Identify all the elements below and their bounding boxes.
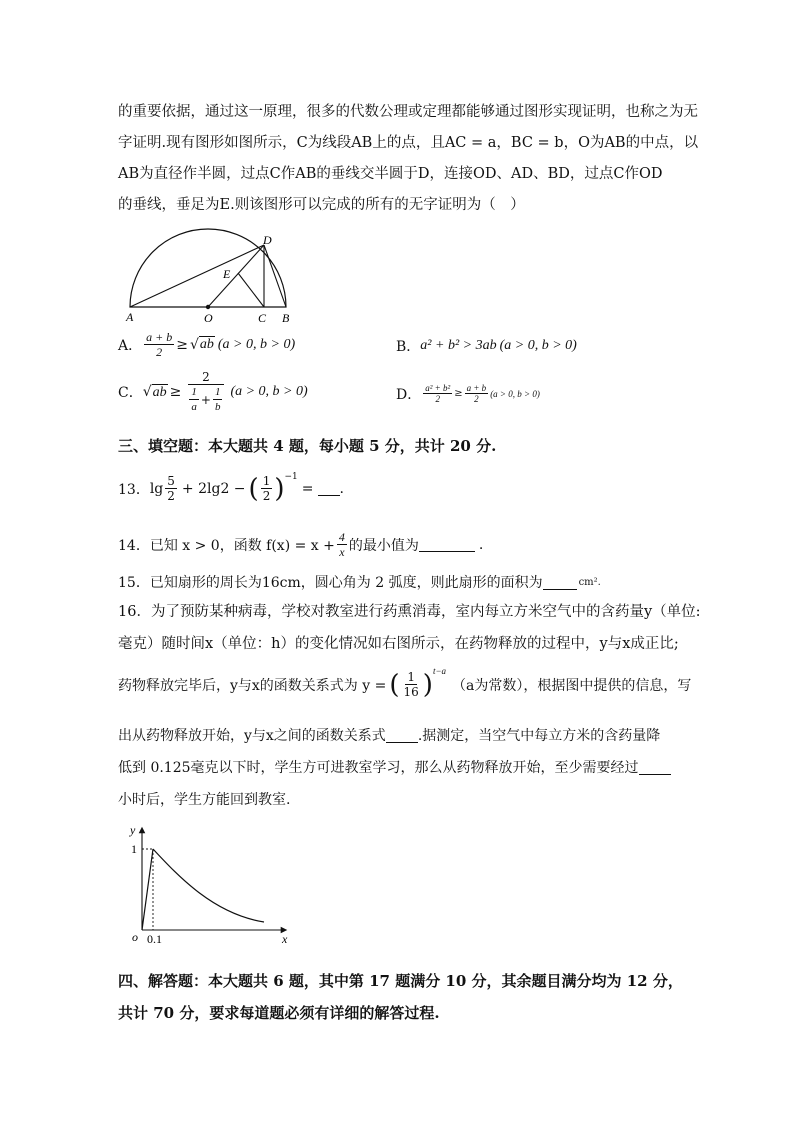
exponent: −1 bbox=[284, 472, 298, 482]
section-4-line: 四、解答题：本大题共 6 题，其中第 17 题满分 10 分，其余题目满分均为 12 分， bbox=[118, 972, 683, 990]
stem-line: 的重要依据，通过这一原理，很多的代数公理或定理都能够通过图形实现证明，也称之为无 bbox=[118, 104, 698, 120]
relation-sign: ≥ bbox=[176, 336, 188, 353]
fraction-numerator: a² + b² bbox=[425, 383, 451, 393]
expression-middle: + 2lg2 − bbox=[181, 480, 246, 497]
question-16-formula-line: 药物释放完毕后，y与x的函数关系式为 y = ( $\frac{1}{16}$ ) t−a （a为常数），根据图中提供的信息，写 bbox=[118, 666, 692, 700]
semicircle-figure bbox=[118, 228, 308, 328]
question-number: 15． bbox=[118, 575, 150, 591]
answer-blank[interactable] bbox=[419, 537, 475, 552]
section-3-heading: 三、填空题：本大题共 4 题，每小题 5 分，共计 20 分. bbox=[118, 437, 497, 455]
rising-segment bbox=[142, 849, 153, 930]
plus-sign: + bbox=[200, 392, 211, 407]
x-axis-label: x bbox=[282, 932, 288, 946]
question-text: 低到 0.125毫克以下时，学生方可进教室学习，那么从药物释放开始，至少需要经过 bbox=[118, 760, 639, 776]
option-c-label: C． bbox=[118, 385, 143, 401]
condition: (a > 0, b > 0) bbox=[499, 338, 577, 353]
question-16-line-6 bbox=[118, 789, 290, 809]
answer-blank[interactable] bbox=[543, 575, 577, 590]
fraction-1-2 bbox=[261, 474, 273, 503]
stem-line: AB为直径作半圆，过点C作AB的垂线交半圆于D，连接OD、AD、BD，过点C作OD bbox=[118, 166, 663, 182]
condition: (a > 0, b > 0) bbox=[217, 336, 296, 352]
fraction-denominator: 16 bbox=[403, 685, 419, 699]
fraction-1-16 bbox=[402, 670, 421, 699]
fraction-numerator: 4 bbox=[338, 530, 345, 544]
option-d bbox=[396, 383, 540, 404]
unit: cm². bbox=[578, 576, 601, 588]
option-b-label: B． bbox=[396, 339, 421, 355]
question-text: 小时后，学生方能回到教室. bbox=[118, 792, 291, 808]
fraction-denominator: 2 bbox=[474, 394, 479, 404]
label-O: O bbox=[204, 311, 213, 325]
question-16-stem bbox=[118, 596, 701, 660]
center-point-O bbox=[206, 305, 210, 309]
answer-blank[interactable] bbox=[639, 760, 671, 775]
section-4-heading bbox=[118, 965, 683, 1029]
section-4-line: 共计 70 分，要求每道题必须有详细的解答过程. bbox=[118, 1004, 440, 1022]
tick-0.1: 0.1 bbox=[147, 932, 162, 946]
segment-CE bbox=[238, 273, 264, 307]
option-c: C． √ ab ≥ 2 $\frac{1}{a}$ + $\frac{1}{b}$ (a > 0, b > 0) bbox=[118, 370, 308, 413]
question-text: 已知扇形的周长为16cm，圆心角为 2 弧度，则此扇形的面积为 bbox=[149, 575, 543, 591]
stem-line: 字证明.现有图形如图所示，C为线段AB上的点，且AC = a，BC = b，O为AB的中点，以 bbox=[118, 135, 699, 151]
fraction-numerator: a + b bbox=[146, 330, 173, 344]
option-a-fraction bbox=[144, 330, 174, 359]
radicand: ab bbox=[152, 384, 167, 400]
answer-blank[interactable] bbox=[318, 481, 340, 496]
option-d-label: D． bbox=[396, 386, 422, 403]
inner-denominator: b bbox=[214, 401, 221, 413]
question-number: 13． bbox=[118, 481, 150, 498]
label-C: C bbox=[258, 311, 267, 325]
question-16-line-4 bbox=[118, 725, 660, 745]
fraction-denominator: 2 bbox=[156, 345, 163, 359]
exponent: t−a bbox=[432, 666, 447, 676]
option-c-fraction bbox=[185, 370, 226, 414]
equals-sign: = bbox=[301, 480, 314, 497]
fraction-denominator: 2 bbox=[167, 489, 175, 503]
stem-line: 的垂线，垂足为E.则该图形可以完成的所有的无字证明为（ ） bbox=[118, 197, 525, 213]
fraction-denominator: 2 bbox=[262, 489, 271, 503]
question-text: 已知 x > 0，函数 f(x) = x + bbox=[149, 537, 335, 554]
relation-sign: ≥ bbox=[454, 388, 463, 399]
tick-1: 1 bbox=[131, 842, 137, 856]
answer-blank[interactable] bbox=[386, 728, 418, 743]
option-a: A． $\frac{a + b}{2}$ ≥ √ ab (a > 0, b > 0) bbox=[118, 330, 296, 359]
question-text: 的最小值为 bbox=[348, 537, 419, 554]
fraction-denominator: 2 bbox=[435, 394, 440, 404]
inner-numerator: 1 bbox=[214, 386, 221, 398]
option-a-label: A． bbox=[118, 337, 143, 354]
relation-sign: ≥ bbox=[169, 384, 182, 400]
segment-BD bbox=[264, 245, 286, 307]
question-14 bbox=[118, 530, 483, 559]
question-number: 14． bbox=[118, 537, 150, 554]
stem-line: 毫克）随时间x（单位：h）的变化情况如右图所示，在药物释放的过程中，y与x成正比; bbox=[118, 636, 679, 652]
period: . bbox=[339, 480, 344, 497]
label-B: B bbox=[282, 311, 290, 325]
question-13: 13． lg $\frac{5}{2}$ + 2lg2 − ( $\frac{1}{2}$ ) −1 = . bbox=[118, 472, 344, 504]
condition: (a > 0, b > 0) bbox=[230, 384, 308, 399]
option-d-fraction-right bbox=[465, 383, 489, 404]
segment-OD bbox=[208, 245, 264, 307]
option-b bbox=[396, 336, 577, 356]
fraction-numerator: 1 bbox=[407, 670, 415, 684]
label-D: D bbox=[263, 233, 272, 247]
fraction-5-2 bbox=[165, 474, 177, 503]
inner-numerator: 1 bbox=[191, 386, 197, 398]
fraction-denominator: x bbox=[339, 545, 345, 559]
decay-curve bbox=[153, 849, 264, 922]
radicand: ab bbox=[199, 337, 214, 352]
fraction-numerator: a + b bbox=[466, 383, 487, 393]
origin-label: o bbox=[132, 930, 138, 944]
drug-concentration-graph bbox=[124, 822, 296, 946]
question-16-line-5 bbox=[118, 757, 671, 777]
y-axis-label: y bbox=[130, 823, 136, 837]
fraction-numerator: 5 bbox=[167, 474, 175, 488]
question-12-stem bbox=[118, 97, 699, 221]
fraction-4-x bbox=[337, 530, 347, 559]
fraction-numerator: 2 bbox=[188, 370, 224, 385]
question-15 bbox=[118, 572, 601, 592]
period: . bbox=[478, 536, 484, 553]
question-text: 药物释放完毕后，y与x的函数关系式为 y = bbox=[118, 677, 387, 694]
lg-symbol: lg bbox=[149, 480, 164, 497]
question-text: 出从药物释放开始，y与x之间的函数关系式 bbox=[118, 728, 386, 744]
option-d-fraction-left bbox=[423, 383, 452, 404]
label-E: E bbox=[223, 267, 231, 281]
question-text: .据测定，当空气中每立方米的含药量降 bbox=[417, 728, 661, 744]
inner-denominator: a bbox=[191, 401, 197, 413]
question-text: （a为常数），根据图中提供的信息，写 bbox=[452, 677, 692, 694]
stem-line: 16．为了预防某种病毒，学校对教室进行药熏消毒，室内每立方米空气中的含药量y（单位: bbox=[118, 604, 701, 620]
label-A: A bbox=[126, 310, 134, 324]
fraction-numerator: 1 bbox=[262, 474, 271, 488]
condition: (a > 0, b > 0) bbox=[490, 388, 540, 399]
option-b-expression: a² + b² > 3ab bbox=[420, 338, 497, 353]
